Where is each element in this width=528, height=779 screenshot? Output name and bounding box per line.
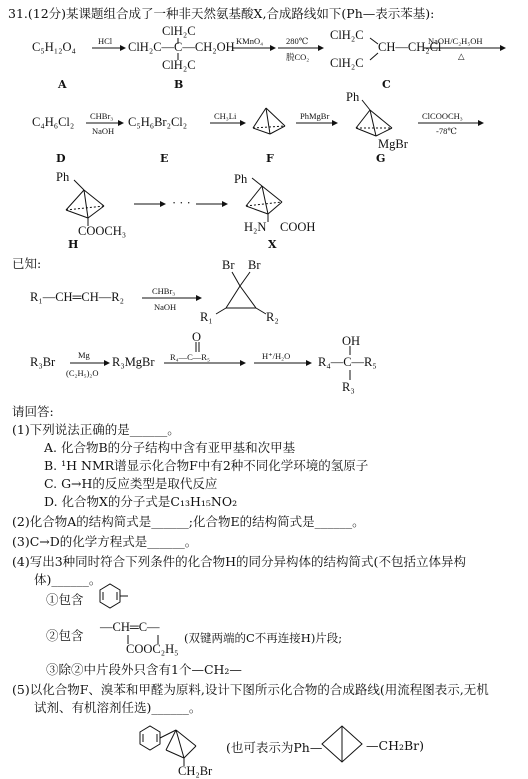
arrow4-reagent-bottom: △ (458, 51, 465, 61)
known2-product: R₄—C—R₅ (318, 355, 377, 369)
question-5: (5)以化合物F、溴苯和甲醛为原料,设计下图所示化合物的合成路线(用流程图表示,无机 (12, 682, 489, 697)
arrowhead (222, 201, 228, 207)
arrow6-reagent: CH₃Li (214, 111, 237, 121)
compound-h-sub: COOCH₃ (78, 224, 127, 238)
known1-r1: R₁ (200, 310, 213, 324)
compound-b-main: ClH₂C—C—CH₂OH (128, 40, 235, 54)
arrow7-reagent: PhMgBr (300, 111, 330, 121)
arrow4-reagent-top: NaOH/C₂H₅OH (428, 36, 483, 46)
arrow3-reagent-top: 280℃ (286, 36, 309, 46)
benzene-icon (100, 584, 128, 608)
compound-h-ph: Ph (56, 170, 70, 184)
arrowhead (478, 120, 484, 126)
condition-2-substituent: COOC₂H₅ (126, 642, 179, 656)
question-2: (2)化合物A的结构简式是______;化合物E的结构简式是______。 (12, 514, 365, 529)
question-5-cont: 试剂、有机溶剂任选)______。 (34, 700, 202, 715)
known-title: 已知: (12, 256, 42, 271)
condition-3: ③除②中片段外只含有1个—CH₂— (46, 662, 242, 677)
known2-ketone: R₄—C—R₅ (170, 352, 210, 362)
arrowhead (332, 120, 338, 126)
question-header: 31.(12分)某课题组合成了一种非天然氨基酸X,合成路线如下(Ph—表示苯基): (8, 6, 435, 21)
compound-g-label: G (376, 152, 386, 165)
final-alt-ch2br: —CH₂Br) (366, 738, 425, 753)
compound-a-formula: C₅H₁₂O₄ (32, 40, 76, 54)
compound-d-label: D (56, 152, 66, 165)
q1-option-d: D. 化合物X的分子式是C₁₃H₁₅NO₂ (44, 494, 238, 509)
compound-e-label: E (160, 152, 169, 165)
compound-c-label: C (382, 78, 391, 91)
known2-o: O (192, 330, 202, 344)
route-ellipsis: · · · (172, 196, 191, 210)
question-3: (3)C→D的化学方程式是______。 (12, 534, 198, 549)
q1-option-a: A. 化合物B的分子结构中含有亚甲基和次甲基 (44, 440, 296, 455)
compound-h-label: H (68, 238, 79, 251)
known2-grignard: R₃MgBr (112, 355, 155, 369)
arrowhead (270, 45, 276, 51)
compound-c-top: ClH₂C (330, 28, 364, 42)
compound-c-bottom: ClH₂C (330, 56, 364, 70)
final-alt-note: (也可表示为Ph— (226, 740, 323, 755)
known1-reactant: R₁—CH═CH—R₂ (30, 290, 124, 304)
arrowhead (306, 360, 312, 366)
compound-b-bottom: ClH₂C (162, 58, 196, 72)
compound-a-label: A (58, 78, 67, 91)
question-1: (1)下列说法正确的是______。 (12, 422, 180, 437)
condition-2: ②包含 (46, 628, 84, 643)
compound-c-middle: CH—CH₂Cl (378, 40, 442, 54)
known1-br-left: Br (222, 258, 235, 272)
compound-e-formula: C₅H₆Br₂Cl₂ (128, 115, 188, 129)
compound-g-structure (356, 100, 392, 136)
q1-option-b: B. ¹H NMR谱显示化合物F中有2种不同化学环境的氢原子 (44, 458, 369, 473)
known1-r2: R₂ (266, 310, 279, 324)
condition-2-note: (双键两端的C不再连接H)片段; (184, 631, 343, 645)
compound-b-label: B (174, 78, 184, 91)
compound-x-ph: Ph (234, 172, 248, 186)
compound-f-structure (253, 108, 285, 134)
question-4: (4)写出3种同时符合下列条件的化合物H的同分异构体的结构简式(不包括立体异构 (12, 554, 466, 569)
compound-h-structure (66, 180, 104, 226)
arrowhead (160, 201, 166, 207)
known2-ether: (C₂H₅)₂O (66, 368, 99, 378)
compound-x-cooh: COOH (280, 220, 316, 234)
compound-d-formula: C₄H₆Cl₂ (32, 115, 75, 129)
alt-bicyclo-structure (322, 726, 362, 762)
bond (370, 38, 378, 44)
arrow5-reagent-top: CHBr₃ (90, 111, 114, 121)
arrow1-reagent: HCl (98, 36, 113, 46)
questions-intro: 请回答: (12, 404, 54, 419)
final-ch2br: CH₂Br (178, 764, 213, 778)
bond (370, 53, 378, 60)
arrow8-reagent-top: ClCOOCH₃ (422, 111, 463, 121)
arrowhead (240, 120, 246, 126)
cyclopropane-structure (216, 272, 266, 314)
condition-1: ①包含 (46, 592, 84, 607)
known2-oh: OH (342, 334, 361, 348)
arrowhead (104, 360, 110, 366)
compound-x-nh2: H₂N (244, 220, 267, 234)
compound-b-top: ClH₂C (162, 24, 196, 38)
compound-x-label: X (268, 238, 277, 251)
compound-g-mgbr: MgBr (378, 137, 408, 151)
arrowhead (500, 45, 506, 51)
compound-g-ph: Ph (346, 90, 360, 104)
arrowhead (318, 45, 324, 51)
compound-f-label: F (266, 152, 274, 165)
known2-r3: R₃ (342, 380, 355, 394)
arrow2-reagent: KMnO₄ (236, 36, 264, 46)
known1-reagent-bottom: NaOH (154, 302, 177, 312)
known2-start: R₃Br (30, 355, 56, 369)
arrowhead (120, 45, 126, 51)
known1-br-right: Br (248, 258, 261, 272)
known1-reagent-top: CHBr₃ (152, 286, 176, 296)
known2-hydrolysis: H⁺/H₂O (262, 351, 291, 361)
arrowhead (118, 120, 124, 126)
arrow8-reagent-bottom: -78℃ (436, 126, 457, 136)
compound-x-structure (246, 178, 282, 222)
q1-option-c: C. G→H的反应类型是取代反应 (44, 476, 218, 491)
arrowhead (240, 360, 246, 366)
known2-mg: Mg (78, 350, 90, 360)
arrow5-reagent-bottom: NaOH (92, 126, 115, 136)
condition-2-fragment: —CH═C— (100, 620, 160, 634)
arrowhead (196, 295, 202, 301)
final-target-structure (140, 726, 196, 766)
arrow3-reagent-bottom: 脱CO₂ (286, 52, 310, 62)
question-4-cont: 体)______。 (34, 572, 102, 587)
